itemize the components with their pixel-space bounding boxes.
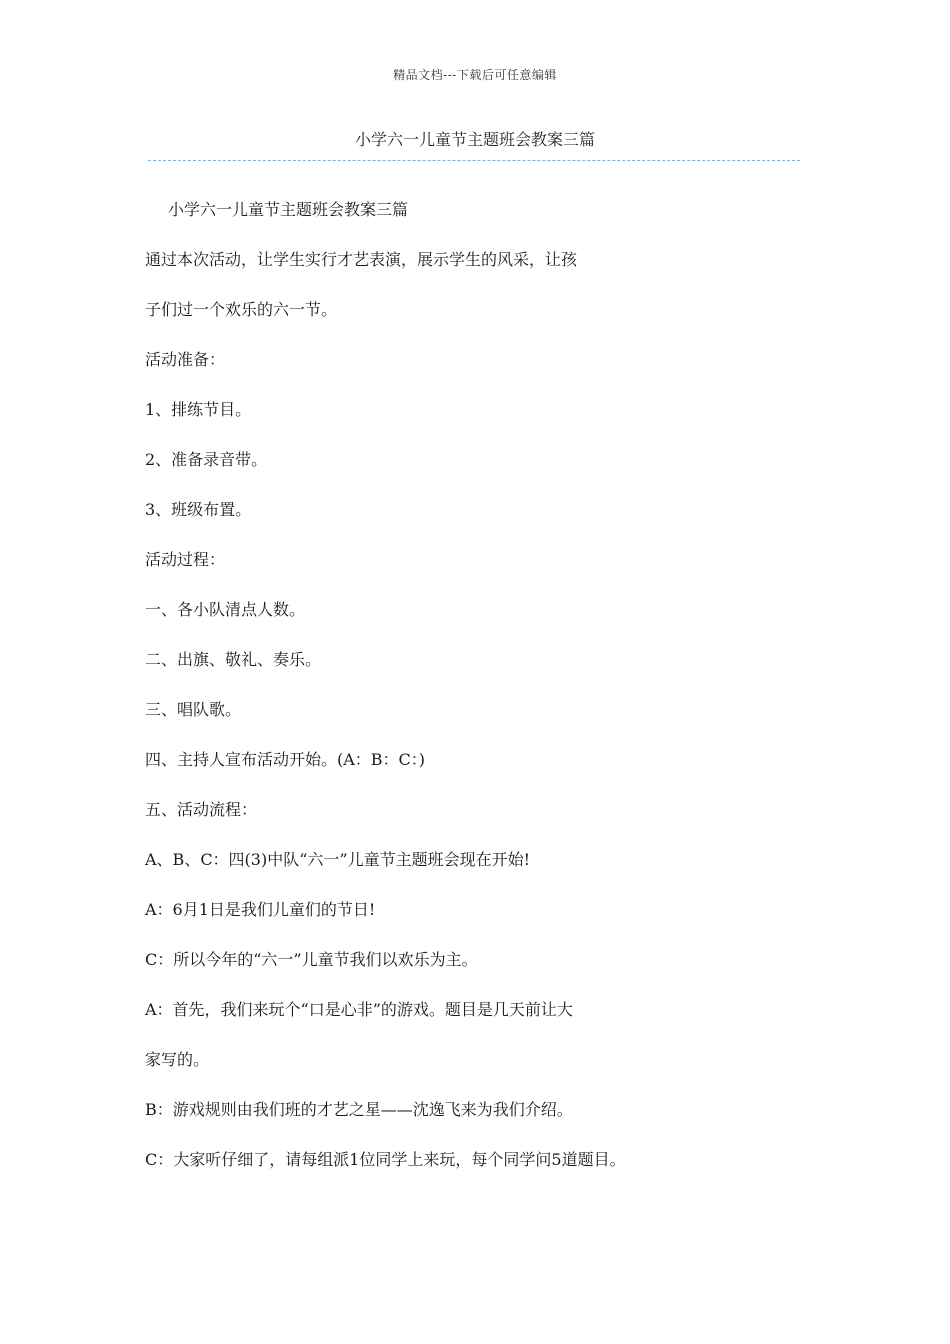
paragraph: 一、各小队清点人数。 [145, 600, 306, 619]
paragraph: 二、出旗、敬礼、奏乐。 [145, 650, 322, 669]
paragraph: 3、班级布置。 [145, 500, 252, 519]
paragraph: 四、主持人宣布活动开始。(A：B：C：) [145, 750, 426, 769]
paragraph: B：游戏规则由我们班的才艺之星——沈逸飞来为我们介绍。 [145, 1100, 573, 1119]
paragraph: A、B、C：四(3)中队“六一”儿童节主题班会现在开始! [145, 850, 531, 869]
paragraph: 2、准备录音带。 [145, 450, 268, 469]
paragraph: A：6月1日是我们儿童们的节日! [145, 900, 376, 919]
paragraph: 1、排练节目。 [145, 400, 252, 419]
paragraph: 子们过一个欢乐的六一节。 [145, 300, 338, 319]
paragraph: 活动过程： [145, 550, 226, 569]
paragraph: 通过本次活动，让学生实行才艺表演，展示学生的风采，让孩 [145, 250, 578, 269]
paragraph: C：所以今年的“六一”儿童节我们以欢乐为主。 [145, 950, 478, 969]
paragraph: 活动准备： [145, 350, 226, 369]
paragraph: 小学六一儿童节主题班会教案三篇 [168, 200, 409, 219]
paragraph: A：首先，我们来玩个“口是心非”的游戏。题目是几天前让大 [145, 1000, 573, 1019]
title-divider [148, 160, 800, 161]
paragraph: 家写的。 [145, 1050, 210, 1069]
paragraph: 五、活动流程： [145, 800, 258, 819]
document-body [145, 198, 765, 1198]
header-note: 精品文档---下载后可任意编辑 [393, 68, 557, 82]
paragraph: 三、唱队歌。 [145, 700, 242, 719]
document-title: 小学六一儿童节主题班会教案三篇 [354, 130, 595, 149]
paragraph: C：大家听仔细了，请每组派1位同学上来玩，每个同学问5道题目。 [145, 1150, 626, 1169]
